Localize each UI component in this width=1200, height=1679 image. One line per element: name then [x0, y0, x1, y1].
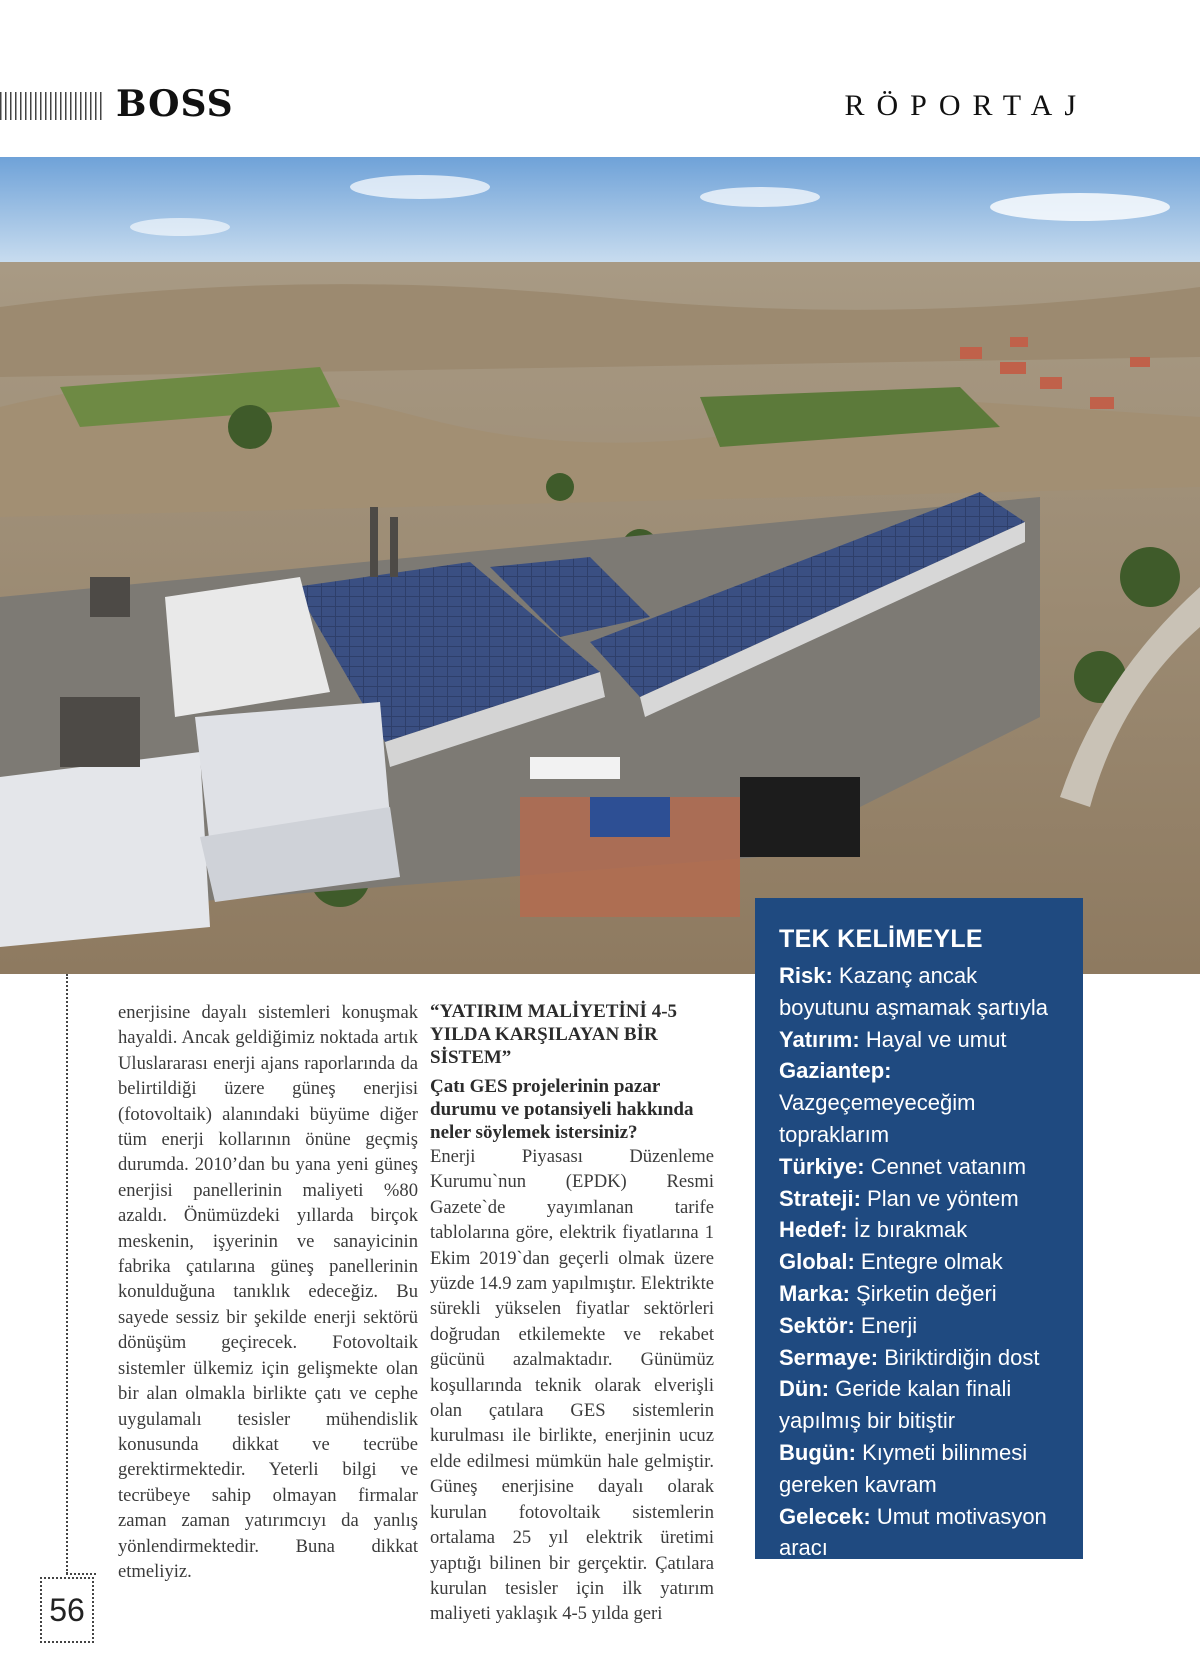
- article-column-right: [430, 1000, 714, 1627]
- sidebar-entry: Strateji: Plan ve yöntem: [779, 1185, 1019, 1211]
- sidebar-entry: Mutluluk: Aile: [779, 1567, 919, 1593]
- article-paragraph: enerjisine dayalı sistemleri konuşmak hayaldi. Ancak geldiğimiz noktada artık Uluslararası enerji ajans raporlarında da belirtildiği üzere güneş enerjisi (fotovoltaik) alanındaki büyüme diğer tüm enerji kollarının önüne geçmiş durumda. 2010’dan bu yana yeni güneş enerjisi panellerinin maliyeti %80 azaldı. Önümüzdeki yıllarda birçok meskenin, işyerinin ve sanayicinin fabrika çatılarına güneş panellerinin konulduğuna tanıklık edeceğiz. Bu sayede sessiz bir şekilde enerji sektörü dönüşüm geçirecek. Fotovoltaik sistemler ülkemiz için gelişmekte olan bir alan olmakla birlikte çatı ve cephe uygulamalı tesisler mühendislik konusunda dikkat ve tecrübe gerektirmektedir. Yeterli bilgi ve tecrübeye sahip olmayan firmalar zaman zaman yatırımcıyı da yanlış yönlendirmektedir. Buna dikkat etmeliyiz.: [118, 1002, 418, 1582]
- section-heading: “YATIRIM MALİYETİNİ 4-5 YILDA KARŞILAYAN BİR SİSTEM”: [430, 1001, 678, 1068]
- sidebar-entry: Global: Entegre olmak: [779, 1249, 1003, 1275]
- sidebar-entry: Gelecek: Umut motivasyon aracı: [779, 1503, 1047, 1561]
- sidebar-entry: Marka: Şirketin değeri: [779, 1280, 997, 1306]
- interview-question: Çatı GES projelerinin pazar durumu ve potansiyeli hakkında neler söylemek istersiniz?: [430, 1076, 694, 1143]
- article-paragraph: Enerji Piyasası Düzenleme Kurumu`nun (EPDK) Resmi Gazete`de yayımlanan tarife tablolarına göre, elektrik fiyatlarına 1 Ekim 2019`dan geçerli olmak üzere yüzde 14.9 zam yapılmıştır. Elektrikte sürekli yükselen fiyatlar sektörleri doğrudan etkilemekte ve rekabet gücünü azalmaktadır. Günümüz koşullarında teknik olarak elverişli olan çatılara GES sistemlerin kurulması ile birlikte, enerjinin ucuz elde edilmesi mümkün hale gelmiştir. Güneş enerjisine dayalı olarak kurulan fotovoltaik sistemlerin ortalama 25 yıl elektrik üretimi yaptığı bilinen bir gerçektir. Çatılara kurulan tesisler için ilk yatırım maliyeti yaklaşık 4-5 yılda geri: [430, 1146, 714, 1625]
- aerial-factory-photo: [0, 157, 1200, 974]
- tek-kelimeyle-box: [755, 898, 1083, 1593]
- page-frame-horizontal: [66, 1573, 96, 1575]
- article-column-left: [118, 1000, 418, 1584]
- page-frame-vertical: [66, 974, 68, 1574]
- sidebar-entry: Sektör: Enerji: [779, 1312, 918, 1338]
- sidebar-entry: Risk: Kazanç ancak boyutunu aşmamak şartıyla: [779, 963, 1049, 1020]
- sidebar-entries: [779, 960, 1065, 1596]
- section-title: RÖPORTAJ: [844, 89, 1088, 122]
- sidebar-title: TEK KELİMEYLE: [779, 925, 983, 953]
- header-decorative-lines: [0, 92, 104, 120]
- sidebar-entry: Gaziantep: Vazgeçemeyeceğim topraklarım: [779, 1058, 976, 1147]
- sidebar-entry: Dün: Geride kalan finali yapılmış bir bitiştir: [779, 1376, 1012, 1434]
- sidebar-entry: Sermaye: Biriktirdiğin dost: [779, 1344, 1040, 1370]
- page-number: 56: [40, 1577, 94, 1643]
- sidebar-entry: Yatırım: Hayal ve umut: [779, 1026, 1007, 1052]
- magazine-logo: BOSS: [116, 83, 234, 125]
- sidebar-entry: Bugün: Kıymeti bilinmesi gereken kavram: [779, 1439, 1028, 1497]
- sidebar-entry: Türkiye: Cennet vatanım: [779, 1153, 1027, 1179]
- sidebar-entry: Hedef: İz bırakmak: [779, 1217, 968, 1243]
